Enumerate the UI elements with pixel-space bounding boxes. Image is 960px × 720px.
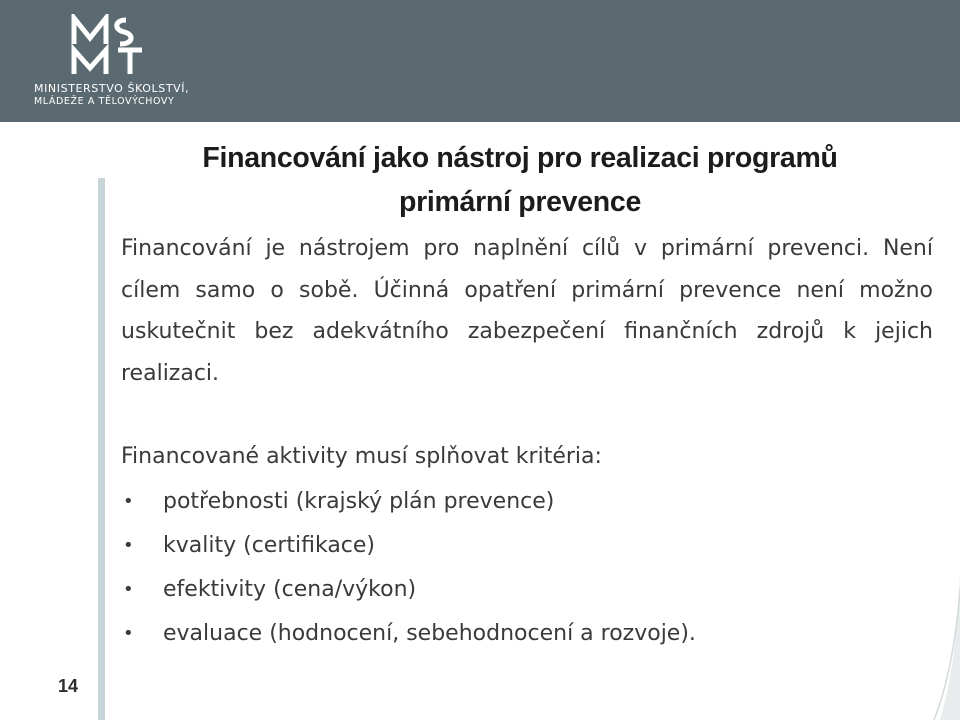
logo-text-ministry: MINISTERSTVO ŠKOLSTVÍ, (34, 82, 190, 95)
slide-title (150, 136, 890, 224)
left-accent-rule (98, 178, 105, 720)
bullet-icon: • (123, 579, 134, 600)
list-item-text: kvality (certifikace) (163, 533, 376, 558)
list-item-text: evaluace (hodnocení, sebehodnocení a rozvoje). (163, 621, 696, 646)
slide-title-line1: Financování jako nástroj pro realizaci programů (202, 142, 838, 174)
msmt-logo-icon (68, 14, 168, 78)
logo-text-ministry-sub: MLÁDEŽE A TĚLOVÝCHOVY (34, 96, 175, 107)
criteria-list (121, 480, 901, 656)
list-item (121, 480, 901, 524)
slide-title-line2: primární prevence (398, 186, 641, 218)
page-number: 14 (58, 676, 79, 696)
bullet-icon: • (123, 491, 134, 512)
msmt-logo (34, 14, 204, 110)
list-item (121, 568, 901, 612)
bullet-icon: • (123, 535, 134, 556)
list-item (121, 612, 901, 656)
list-item (121, 524, 901, 568)
list-item-text: potřebnosti (krajský plán prevence) (163, 489, 555, 514)
bullet-icon: • (123, 623, 134, 644)
page-curl-icon (900, 570, 960, 720)
criteria-intro: Financované aktivity musí splňovat kritéria: (121, 444, 602, 469)
intro-paragraph: Financování je nástrojem pro naplnění cílů v primární prevenci. Není cílem samo o sobě. Účinná opatření primární prevence není možno uskutečnit bez adekvátního zabezpečení finančních zdrojů k jejich realizaci. (121, 236, 933, 386)
list-item-text: efektivity (cena/výkon) (163, 577, 417, 602)
